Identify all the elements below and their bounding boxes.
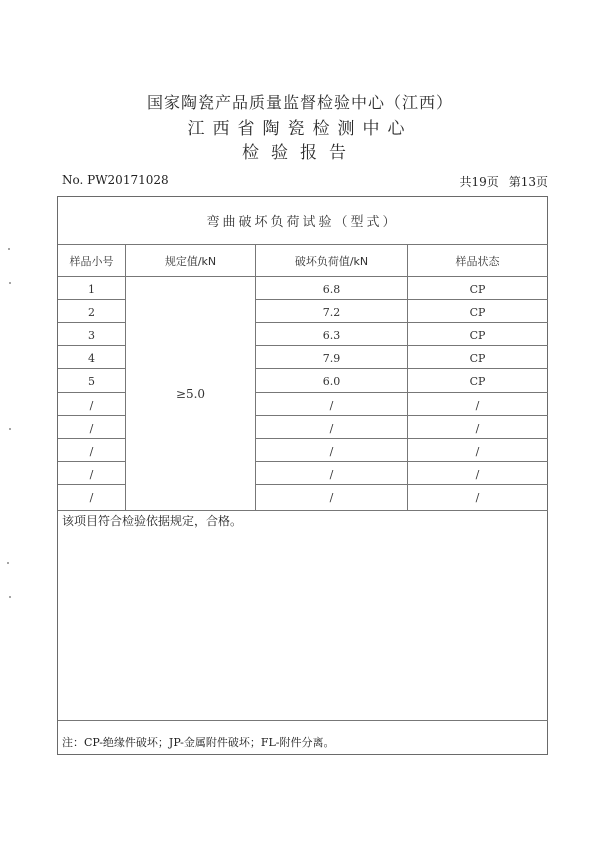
sample-no-cell: 4: [88, 351, 95, 365]
center-name-title: 国家陶瓷产品质量监督检验中心（江西）: [146, 93, 453, 112]
report-number: No. PW20171028: [62, 173, 169, 187]
center-subtitle: 江西省陶瓷检测中心: [187, 119, 413, 139]
sample-no-cell: /: [89, 490, 94, 504]
scan-speck: [9, 596, 11, 598]
sample-no-cell: /: [89, 398, 94, 412]
breaking-load-cell: /: [329, 444, 334, 458]
sample-no-cell: 1: [88, 282, 95, 296]
sample-no-cell: 2: [88, 305, 95, 319]
current-page: 第13页: [508, 175, 548, 189]
spec-value-cell: ≥5.0: [175, 386, 206, 401]
row-divider: [58, 392, 125, 393]
breaking-load-cell: 7.2: [322, 305, 341, 319]
sample-status-cell: /: [475, 421, 480, 435]
scan-speck: [9, 428, 11, 430]
sample-no-cell: 5: [88, 374, 95, 388]
column-header-breaking-load: 破坏负荷值/kN: [294, 255, 369, 268]
sample-no-cell: 3: [88, 328, 95, 342]
sample-status-cell: CP: [469, 374, 486, 388]
sample-status-cell: /: [475, 444, 480, 458]
row-divider: [255, 392, 548, 393]
sample-no-cell: /: [89, 421, 94, 435]
breaking-load-cell: /: [329, 398, 334, 412]
conclusion-text: 该项目符合检验依据规定，合格。: [62, 514, 243, 528]
legend-note: 注：CP-绝缘件破坏；JP-金属附件破坏；FL-附件分离。: [62, 736, 335, 749]
sample-status-cell: /: [475, 490, 480, 504]
column-header-sample-status: 样品状态: [455, 255, 500, 268]
breaking-load-cell: 7.9: [322, 351, 341, 365]
sample-status-cell: /: [475, 467, 480, 481]
total-pages: 共19页: [459, 175, 499, 189]
sample-no-cell: /: [89, 467, 94, 481]
scan-speck: [7, 562, 9, 564]
column-header-sample-no: 样品小号: [69, 255, 114, 268]
sample-status-cell: CP: [469, 328, 486, 342]
scan-speck: [8, 248, 10, 250]
breaking-load-cell: /: [329, 467, 334, 481]
section-title: 弯曲破坏负荷试验（型式）: [206, 214, 399, 230]
report-title: 检验报告: [242, 143, 358, 163]
page-info: [449, 173, 548, 190]
breaking-load-cell: /: [329, 421, 334, 435]
sample-no-cell: /: [89, 444, 94, 458]
sample-status-cell: CP: [469, 282, 486, 296]
column-header-spec-value: 规定值/kN: [164, 255, 217, 268]
breaking-load-cell: /: [329, 490, 334, 504]
breaking-load-cell: 6.0: [322, 374, 341, 388]
sample-status-cell: CP: [469, 351, 486, 365]
breaking-load-cell: 6.8: [322, 282, 341, 296]
scan-speck: [9, 282, 11, 284]
sample-status-cell: CP: [469, 305, 486, 319]
breaking-load-cell: 6.3: [322, 328, 341, 342]
sample-status-cell: /: [475, 398, 480, 412]
